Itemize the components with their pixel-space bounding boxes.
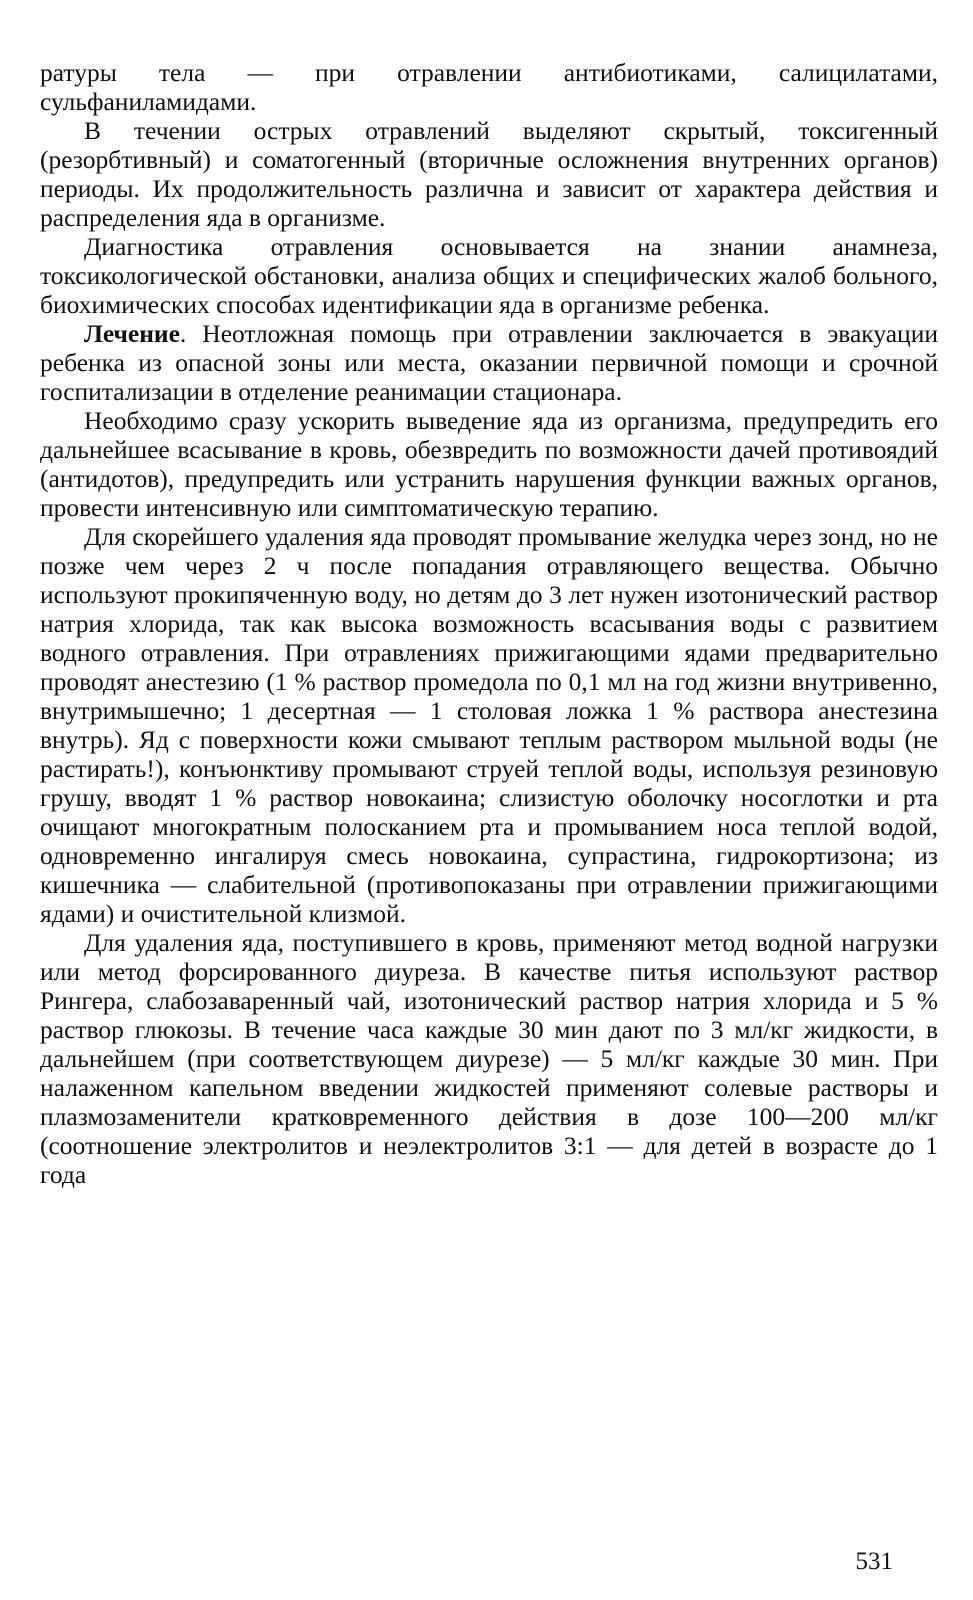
paragraph [40,928,938,1189]
paragraph-text: Для скорейшего удаления яда проводят промывание желудка через зонд, но не позже чем через 2 ч после попадания отравляющего вещества. Обычно используют прокипяченную воду, но детям до 3 лет нужен изотонический раствор натрия хлорида, так как высока возможность всасывания воды с развитием водного отравления. При отравлениях прижигающими ядами предварительно проводят анестезию (1 % раствор промедола по 0,1 мл на год жизни внутривенно, внутримышечно; 1 десертная — 1 столовая ложка 1 % раствора анестезина внутрь). Яд с поверхности кожи смывают теплым раствором мыльной воды (не растирать!), конъюнктиву промывают струей теплой воды, используя резиновую грушу, вводят 1 % раствор новокаина; слизистую оболочку носоглотки и рта очищают многократным полосканием рта и промыванием носа теплой водой, одновременно ингалируя смесь новокаина, супрастина, гидрокортизона; из кишечника — слабительной (противопоказаны при отравлении прижигающими ядами) и очистительной клизмой. [40,522,938,928]
paragraph [40,58,938,116]
paragraph-text: Необходимо сразу ускорить выведение яда из организма, предупредить его дальнейшее всасывание в кровь, обезвредить по возможности дачей противоядий (антидотов), предупредить или устранить нарушения функции важных органов, провести интенсивную или симптоматическую терапию. [40,406,938,522]
paragraph-text: ратуры тела — при отравлении антибиотиками, салицилатами, сульфаниламидами. [40,58,938,116]
paragraph [40,319,938,406]
body-text [40,58,938,1189]
paragraph-text: . Неотложная помощь при отравлении заключается в эвакуации ребенка из опасной зоны или места, оказании первичной помощи и срочной госпитализации в отделение реанимации стационара. [40,319,938,406]
paragraph [40,522,938,928]
paragraph-lead-heading: Лечение [84,319,180,348]
paragraph-text: В течении острых отравлений выделяют скрытый, токсигенный (резорбтивный) и соматогенный (вторичные осложнения внутренних органов) периоды. Их продолжительность различна и зависит от характера действия и распределения яда в организме. [40,116,938,232]
paragraph [40,406,938,522]
paragraph-text: Для удаления яда, поступившего в кровь, применяют метод водной нагрузки или метод форсированного диуреза. В качестве питья используют раствор Рингера, слабозаваренный чай, изотонический раствор натрия хлорида и 5 % раствор глюкозы. В течение часа каждые 30 мин дают по 3 мл/кг жидкости, в дальнейшем (при соответствующем диурезе) — 5 мл/кг каждые 30 мин. При налаженном капельном введении жидкостей применяют солевые растворы и плазмозаменители кратковременного действия в дозе 100—200 мл/кг (соотношение электролитов и неэлектролитов 3:1 — для детей в возрасте до 1 года [40,928,938,1189]
paragraph-text: Диагностика отравления основывается на знании анамнеза, токсикологической обстановки, анализа общих и специфических жалоб больного, биохимических способах идентификации яда в организме ребенка. [40,232,938,319]
paragraph [40,116,938,232]
page-number: 531 [855,1548,893,1575]
paragraph [40,232,938,319]
